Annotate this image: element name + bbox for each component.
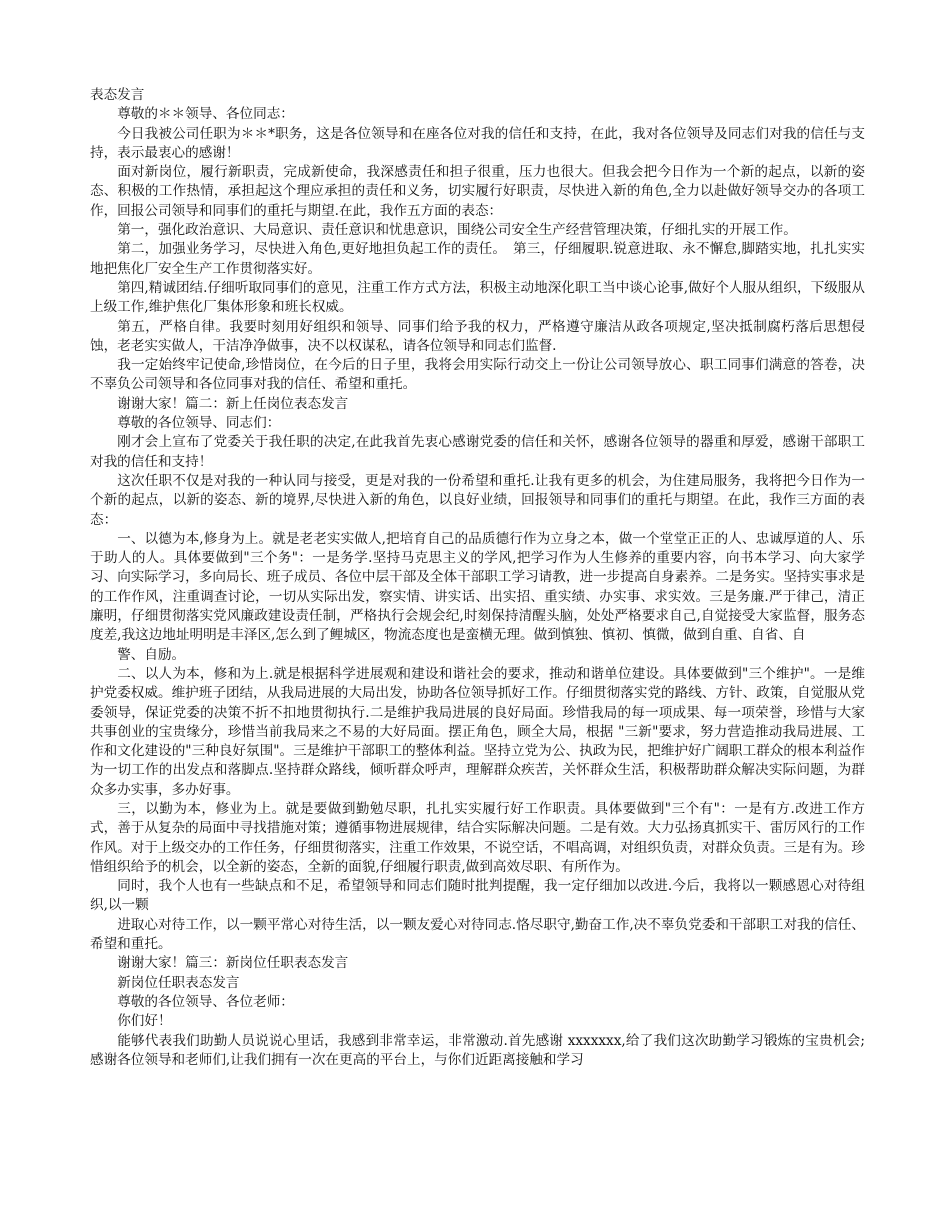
- document-body: [90, 86, 865, 1070]
- paragraph: 这次任职不仅是对我的一种认同与接受，更是对我的一份希望和重托.让我有更多的机会，为住建局服务，我将把今日作为一个新的起点，以新的姿态、新的境界,尽快进入新的角色，以良好业绩，回报领导和同事们的重托与期望。在此，我作三方面的表态：: [90, 472, 865, 528]
- paragraph: 三，以勤为本，修业为上。就是要做到勤勉尽职，扎扎实实履行好工作职责。具体要做到"三个有"：一是有方.改进工作方式，善于从复杂的局面中寻找措施对策；遵循事物进展规律，结合实际解决问题。二是有效。大力弘扬真抓实干、雷厉风行的工作作风。对于上级交办的工作任务，仔细贯彻落实，注重工作效果，不说空话，不唱高调，对组织负责，对群众负责。三是有为。珍惜组织给予的机会，以全新的姿态，全新的面貌,仔细履行职责,做到高效尽职、有所作为。: [90, 800, 865, 875]
- paragraph: 进取心对待工作，以一颗平常心对待生活，以一颗友爱心对待同志.恪尽职守,勤奋工作,决不辜负党委和干部职工对我的信任、希望和重托。: [90, 916, 865, 953]
- paragraph: 第一，强化政治意识、大局意识、责任意识和忧患意识，围绕公司安全生产经营管理决策，仔细扎实的开展工作。: [117, 222, 797, 239]
- paragraph: 面对新岗位，履行新职责，完成新使命，我深感责任和担子很重，压力也很大。但我会把今日作为一个新的起点，以新的姿态、积极的工作热情，承担起这个理应承担的责任和义务，切实履行好职责，尽快进入新的角色,全力以赴做好领导交办的各项工作，回报公司领导和同事们的重托与期望.在此，我作五方面的表态：: [90, 164, 865, 219]
- paragraph: 警、自励。: [117, 646, 186, 663]
- salutation: 尊敬的各位领导、各位老师：: [117, 993, 294, 1010]
- paragraph: 第二，加强业务学习，尽快进入角色,更好地担负起工作的责任。 第三，仔细履职.锐意进取、永不懈怠,脚踏实地，扎扎实实地把焦化厂安全生产工作贯彻落实好。: [90, 241, 865, 277]
- document-title: 表态发言: [90, 87, 145, 103]
- paragraph: 第五，严格自律。我要时刻用好组织和领导、同事们给予我的权力，严格遵守廉洁从政各项规定,坚决抵制腐朽落后思想侵蚀，老老实实做人，干洁净净做事，决不以权谋私，请各位领导和同志们监督.: [90, 318, 865, 354]
- paragraph: 能够代表我们助勤人员说说心里话，我感到非常幸运，非常激动.首先感谢 xxxxxxx,给了我们这次助勤学习锻炼的宝贵机会;感谢各位领导和老师们,让我们拥有一次在更高的平台上，与你们近距离接触和学习: [90, 1032, 865, 1068]
- paragraph: 一、以德为本,修身为上。就是老老实实做人,把培育自己的品质德行作为立身之本，做一个堂堂正正的人、忠诚厚道的人、乐于助人的人。具体要做到"三个务"：一是务学.坚持马克思主义的学风,把学习作为人生修养的重要内容，向书本学习、向大家学习、向实际学习，多向局长、班子成员、各位中层干部及全体干部职工学习请教，进一步提高自身素养。二是务实。坚持实事求是的工作作风，注重调查讨论，一切从实际出发，察实情、讲实话、出实招、重实绩、办实事、求实效。三是务廉.严于律己，清正廉明，仔细贯彻落实党风廉政建设责任制，严格执行会规会纪,时刻保持清醒头脑，处处严格要求自己,自觉接受大家监督，服务态度差,我这边地址明明是丰泽区,怎么到了鲤城区，物流态度也是蛮横无理。做到慎独、慎初、慎微，做到自重、自省、自: [90, 530, 865, 644]
- paragraph: 刚才会上宣布了党委关于我任职的决定,在此我首先衷心感谢党委的信任和关怀，感谢各位领导的器重和厚爱，感谢干部职工对我的信任和支持！: [90, 434, 865, 470]
- paragraph: 今日我被公司任职为＊＊*职务，这是各位领导和在座各位对我的信任和支持，在此，我对各位领导及同志们对我的信任与支持，表示最衷心的感谢！: [90, 125, 865, 161]
- paragraph: 我一定始终牢记使命,珍惜岗位，在今后的日子里，我将会用实际行动交上一份让公司领导放心、职工同事们满意的答卷，决不辜负公司领导和各位同事对我的信任、希望和重托。: [90, 357, 865, 393]
- paragraph: 第四,精诚团结.仔细听取同事们的意见，注重工作方式方法，积极主动地深化职工当中谈心论事,做好个人服从组织，下级服从上级工作,维护焦化厂集体形象和班长权威。: [90, 279, 865, 316]
- paragraph: 同时，我个人也有一些缺点和不足，希望领导和同志们随时批判提醒，我一定仔细加以改进.今后，我将以一颗感恩心对待组织,以一颗: [90, 878, 865, 914]
- salutation: 尊敬的各位领导、同志们：: [117, 415, 281, 432]
- section-heading: 谢谢大家！篇三：新岗位任职表态发言: [117, 955, 349, 972]
- section-heading: 谢谢大家！篇二：新上任岗位表态发言: [117, 395, 349, 412]
- subtitle: 新岗位任职表态发言: [117, 974, 240, 991]
- paragraph: 二、以人为本，修和为上.就是根据科学进展观和建设和谐社会的要求，推动和谐单位建设。具体要做到"三个维护"。一是维护党委权威。维护班子团结，从我局进展的大局出发，协助各位领导抓好工作。仔细贯彻落实党的路线、方针、政策，自觉服从党委领导，保证党委的决策不折不扣地贯彻执行.二是维护我局进展的良好局面。珍惜我局的每一项成果、每一项荣誉，珍惜与大家共事创业的宝贵缘分，珍惜当前我局来之不易的大好局面。摆正角色，顾全大局，根据 "三新"要求，努力营造推动我局进展、工作和文化建设的"三种良好氛围"。三是维护干部职工的整体利益。坚持立党为公、执政为民，把维护好广阔职工群众的根本利益作为一切工作的出发点和落脚点.坚持群众路线，倾听群众呼声，理解群众疾苦，关怀群众生活，积极帮助群众解决实际问题，为群众多办实事，多办好事。: [90, 665, 865, 798]
- salutation: 尊敬的＊＊领导、各位同志：: [117, 106, 294, 123]
- greeting: 你们好！: [117, 1013, 172, 1030]
